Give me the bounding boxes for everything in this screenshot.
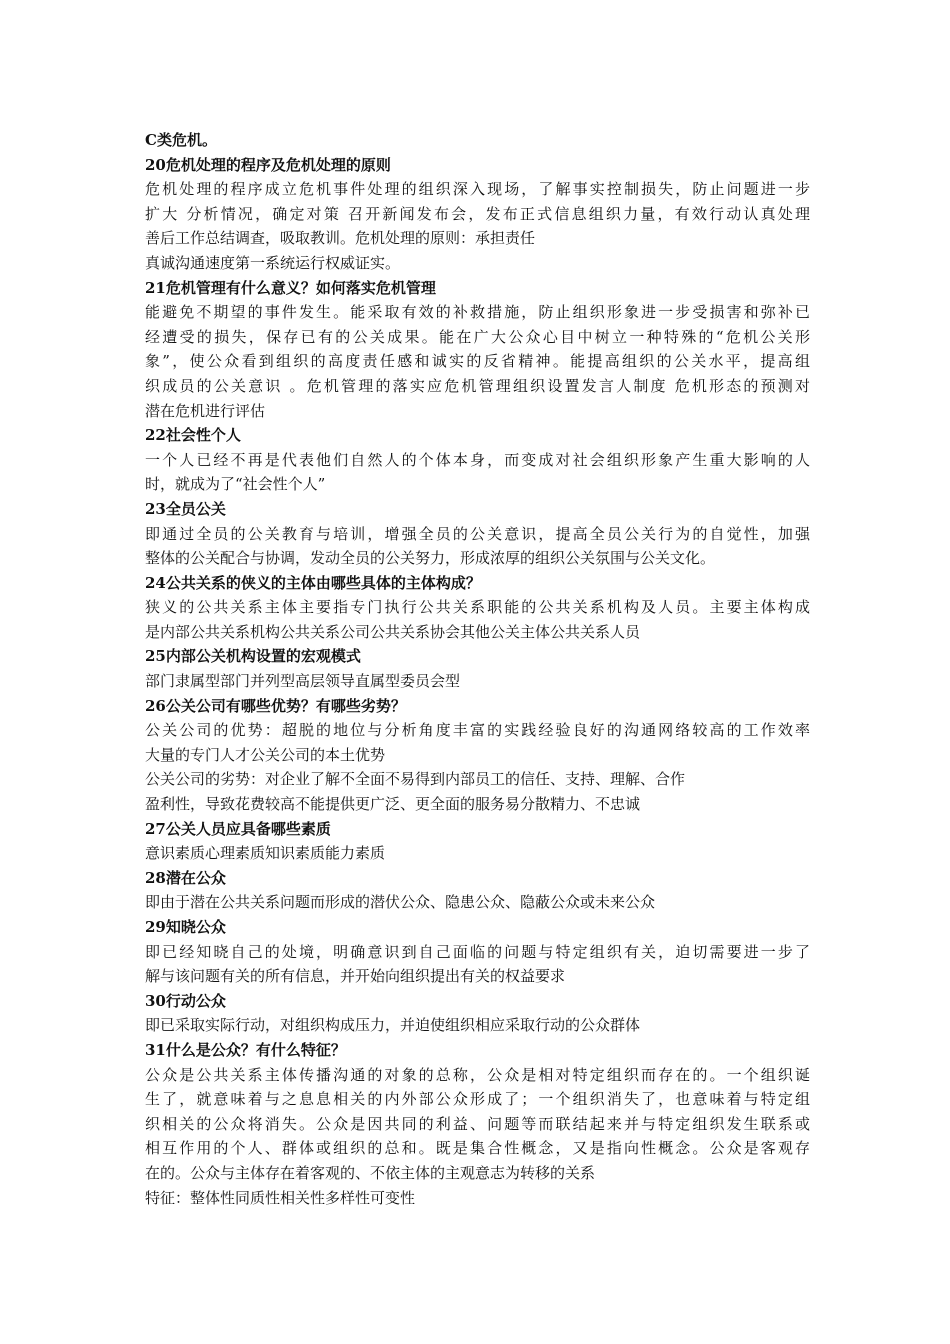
paragraph-line: 能避免不期望的事件发生。能采取有效的补救措施，防止组织形象进一步受损害和弥补已	[145, 303, 810, 322]
paragraph-line: 经遭受的损失，保存已有的公关成果。能在广大公众心目中树立一种特殊的“危机公关形	[145, 327, 810, 346]
paragraph-line: 善后工作总结调查，吸取教训。危机处理的原则：承担责任	[145, 229, 536, 248]
paragraph-line: 整体的公关配合与协调，发动全员的公关努力，形成浓厚的组织公关氛围与公关文化。	[145, 549, 716, 568]
paragraph-line: 生了，就意味着与之息息相关的内外部公众形成了；一个组织消失了，也意味着与特定组	[145, 1090, 810, 1109]
paragraph-line: 扩大 分析情况，确定对策 召开新闻发布会，发布正式信息组织力量，有效行动认真处理	[145, 204, 810, 223]
section-heading: 29知晓公众	[145, 918, 226, 936]
paragraph-line: 危机处理的程序成立危机事件处理的组织深入现场，了解事实控制损失，防止问题进一步	[145, 180, 810, 199]
section-heading: 31什么是公众？有什么特征？	[145, 1040, 346, 1059]
paragraph-line: 公关公司的优势：超脱的地位与分析角度丰富的实践经验良好的沟通网络较高的工作效率	[145, 721, 810, 740]
paragraph-line: 部门隶属型部门并列型高层领导直属型委员会型	[145, 672, 461, 691]
section-heading: 26公关公司有哪些优势？有哪些劣势？	[145, 696, 406, 715]
paragraph-line: 公众是公共关系主体传播沟通的对象的总称，公众是相对特定组织而存在的。一个组织诞	[145, 1065, 810, 1084]
paragraph-line: 在的。公众与主体存在着客观的、不依主体的主观意志为转移的关系	[145, 1163, 596, 1182]
section-heading: 25内部公关机构设置的宏观模式	[145, 647, 361, 666]
paragraph-line: 即通过全员的公关教育与培训，增强全员的公关意识，提高全员公关行为的自觉性，加强	[145, 524, 810, 543]
paragraph-line: 象”，使公众看到组织的高度责任感和诚实的反省精神。能提高组织的公关水平，提高组	[145, 352, 810, 371]
section-heading: 23全员公关	[145, 499, 226, 518]
paragraph-line: 织成员的公关意识 。危机管理的落实应危机管理组织设置发言人制度 危机形态的预测对	[145, 376, 810, 395]
paragraph-line: 是内部公共关系机构公共关系公司公共关系协会其他公关主体公共关系人员	[145, 622, 641, 641]
paragraph-line: 公关公司的劣势：对企业了解不全面不易得到内部员工的信任、支持、理解、合作	[145, 770, 686, 789]
document-page	[145, 128, 810, 1210]
paragraph-line: 盈利性，导致花费较高不能提供更广泛、更全面的服务易分散精力、不忠诚	[145, 795, 641, 814]
paragraph-line: 意识素质心理素质知识素质能力素质	[145, 844, 386, 863]
paragraph-line: 织相关的公众将消失。公众是因共同的利益、问题等而联结起来并与特定组织发生联系或	[145, 1114, 810, 1133]
section-heading: 27公关人员应具备哪些素质	[145, 819, 331, 838]
paragraph-line: 大量的专门人才公关公司的本土优势	[145, 745, 386, 764]
section-heading: 22社会性个人	[145, 426, 241, 445]
paragraph-line: 相互作用的个人、群体或组织的总和。既是集合性概念，又是指向性概念。公众是客观存	[145, 1139, 810, 1158]
section-heading: 30行动公众	[145, 991, 226, 1010]
section-heading: 24公共关系的侠义的主体由哪些具体的主体构成？	[145, 573, 481, 592]
paragraph-line: 一个人已经不再是代表他们自然人的个体本身，而变成对社会组织形象产生重大影响的人	[145, 450, 810, 469]
paragraph-line: 真诚沟通速度第一系统运行权威证实。	[145, 253, 401, 272]
section-heading: C类危机。	[145, 131, 217, 149]
paragraph-line: 即已采取实际行动，对组织构成压力，并迫使组织相应采取行动的公众群体	[145, 1016, 641, 1035]
section-heading: 21危机管理有什么意义？如何落实危机管理	[145, 278, 436, 297]
paragraph-line: 时，就成为了“社会性个人”	[145, 475, 326, 494]
paragraph-line: 即已经知晓自己的处境，明确意识到自己面临的问题与特定组织有关，迫切需要进一步了	[145, 942, 810, 961]
section-heading: 28潜在公众	[145, 868, 226, 887]
section-heading: 20危机处理的程序及危机处理的原则	[145, 155, 391, 174]
paragraph-line: 解与该问题有关的所有信息，并开始向组织提出有关的权益要求	[145, 967, 566, 986]
paragraph-line: 特征：整体性同质性相关性多样性可变性	[145, 1188, 416, 1207]
paragraph-line: 狭义的公共关系主体主要指专门执行公共关系职能的公共关系机构及人员。主要主体构成	[145, 598, 810, 617]
paragraph-line: 潜在危机进行评估	[145, 401, 266, 420]
paragraph-line: 即由于潜在公共关系问题而形成的潜伏公众、隐患公众、隐蔽公众或未来公众	[145, 893, 656, 912]
